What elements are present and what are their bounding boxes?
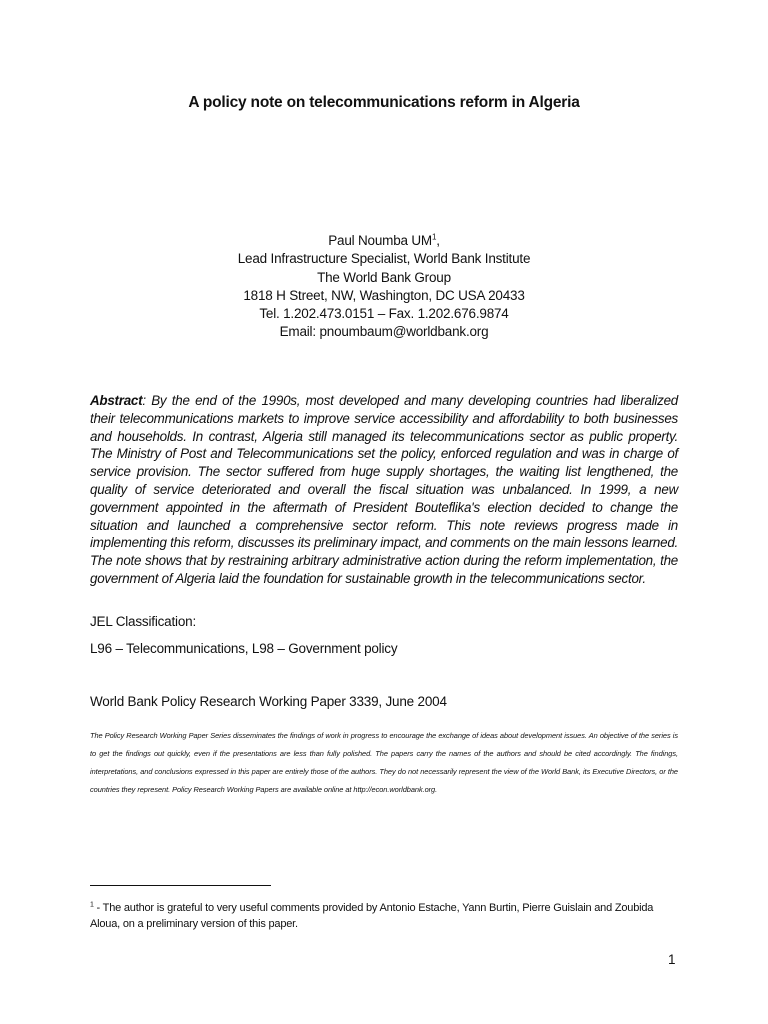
abstract-text: : By the end of the 1990s, most developed and many developing countries had liberalized their telecommunications markets to improve service accessibility and affordability to both businesses and households. In contrast, Algeria still managed its telecommunications sector as public property. The Ministry of Post and Telecommunications set the policy, enforced regulation and was in charge of service provision. The sector suffered from huge supply shortages, the waiting list lengthened, the quality of service deteriorated and overall the fiscal situation was unbalanced. In 1999, a new government appointed in the aftermath of President Bouteflika's election decided to change the situation and launched a comprehensive sector reform. This note reviews progress made in implementing this reform, discusses its preliminary impact, and comments on the main lessons learned. The note shows that by restraining arbitrary administrative action during the reform implementation, the government of Algeria laid the foundation for sustainable growth in the telecommunications sector. xyxy=(90,393,678,586)
page-number: 1 xyxy=(668,952,676,967)
author-contact: Tel. 1.202.473.0151 – Fax. 1.202.676.9874 xyxy=(259,306,509,322)
author-name-line xyxy=(0,232,768,250)
author-organization: The World Bank Group xyxy=(317,269,451,285)
footnote-divider xyxy=(90,885,271,886)
author-position: Lead Infrastructure Specialist, World Bank Institute xyxy=(237,251,531,267)
author-name-suffix: , xyxy=(436,233,440,248)
author-email: Email: pnoumbaum@worldbank.org xyxy=(279,324,489,340)
series-disclaimer: The Policy Research Working Paper Series disseminates the findings of work in progress to encourage the exchange of ideas about development issues. An objective of the series is to get the findings out quickly, even if the presentations are less than fully polished. The papers carry the names of the authors and should be cited accordingly. The findings, interpretations, and conclusions expressed in this paper are entirely those of the authors. They do not necessarily represent the view of the World Bank, its Executive Directors, or the countries they represent. Policy Research Working Papers are available online at http://econ.worldbank.org. xyxy=(90,731,678,794)
author-block xyxy=(0,232,768,342)
author-address: 1818 H Street, NW, Washington, DC USA 20433 xyxy=(243,287,525,303)
document-title: A policy note on telecommunications reform in Algeria xyxy=(188,94,580,111)
footnote xyxy=(90,901,680,932)
abstract-label: Abstract xyxy=(90,393,143,408)
working-paper-reference: World Bank Policy Research Working Paper 3339, June 2004 xyxy=(90,694,447,709)
jel-classification-codes: L96 – Telecommunications, L98 – Government policy xyxy=(90,641,398,656)
footnote-text: - The author is grateful to very useful comments provided by Antonio Estache, Yann Burtin, Pierre Guislain and Zoubida Aloua, on a preliminary version of this paper. xyxy=(90,902,654,930)
abstract-paragraph xyxy=(90,392,678,588)
footnote-mark: 1 xyxy=(90,901,94,909)
author-footnote-mark: 1 xyxy=(431,232,437,242)
author-name: Paul Noumba UM xyxy=(328,233,432,248)
jel-classification-label: JEL Classification: xyxy=(90,614,196,629)
